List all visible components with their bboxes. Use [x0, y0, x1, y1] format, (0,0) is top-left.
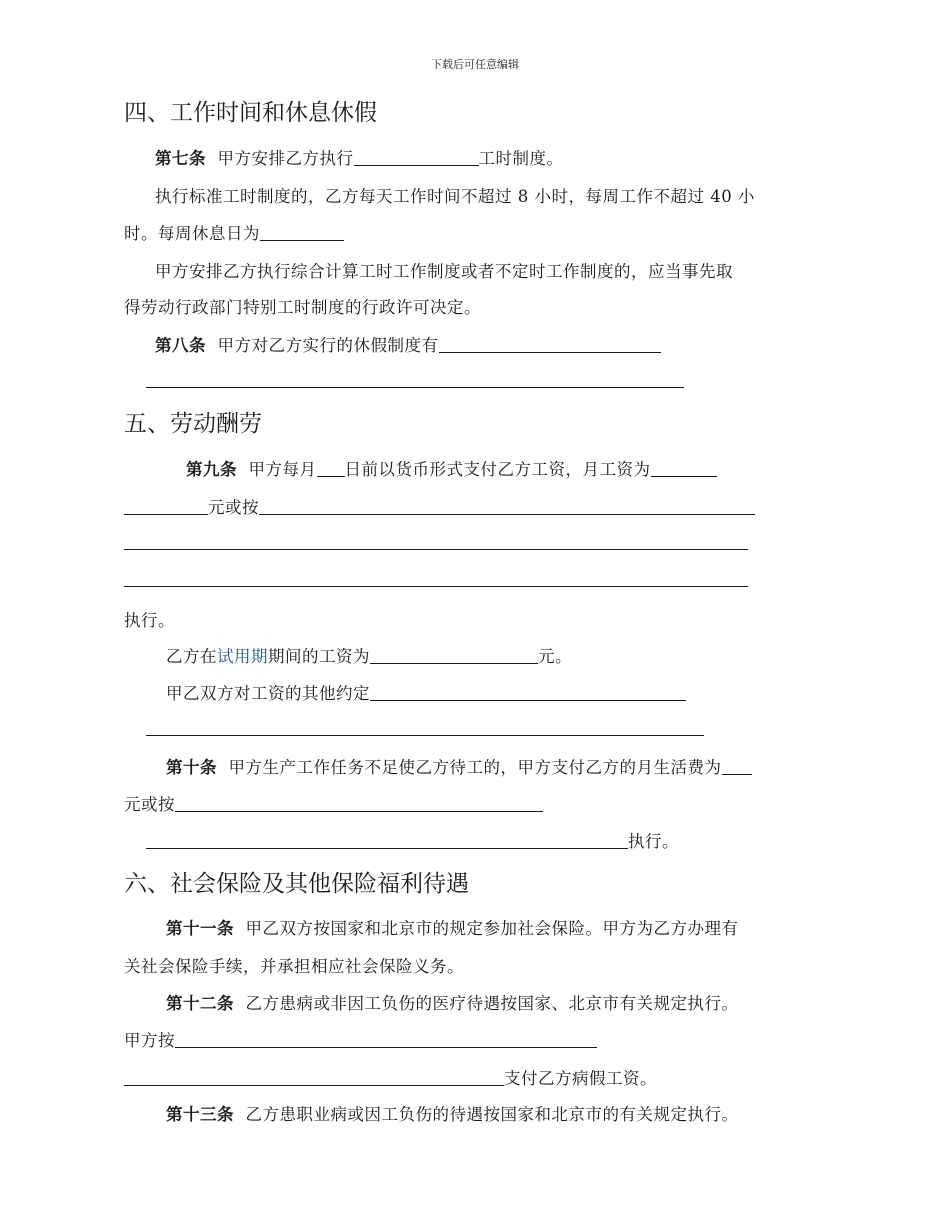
article-9-label: 第九条: [186, 460, 237, 479]
probation-salary-blank[interactable]: [370, 647, 538, 665]
article-10-label: 第十条: [166, 758, 217, 777]
probation-link[interactable]: 试用期: [217, 647, 268, 666]
salary-method-blank-line-3[interactable]: [124, 586, 748, 587]
article-10-line-3: [146, 828, 679, 852]
article-10-text: 甲方生产工作任务不足使乙方待工的，甲方支付乙方的月生活费为: [228, 758, 722, 777]
section-heading-work-hours: 四、工作时间和休息休假: [124, 100, 377, 126]
sick-pay-method-blank[interactable]: [175, 1031, 597, 1049]
probation-text-b: 期间的工资为: [268, 647, 370, 666]
article-10-text-b: 元或按: [124, 795, 175, 814]
leave-system-blank[interactable]: [439, 336, 661, 354]
article-11-line-2: 关社会保险手续，并承担相应社会保险义务。: [124, 957, 464, 976]
article-13: [166, 1101, 739, 1125]
article-12: [166, 990, 739, 1014]
rest-day-blank[interactable]: [260, 224, 344, 242]
standard-hours-line-2: [124, 220, 344, 244]
sick-pay-method-blank-2[interactable]: [124, 1069, 504, 1087]
article-9-text-b: 日前以货币形式支付乙方工资，月工资为: [344, 460, 651, 479]
other-salary-agreement: [166, 680, 686, 704]
article-11-label: 第十一条: [166, 919, 234, 938]
article-8-label: 第八条: [155, 336, 206, 355]
article-13-label: 第十三条: [166, 1105, 234, 1124]
article-9-line-2: [124, 494, 755, 518]
comprehensive-hours-line-1: 甲方安排乙方执行综合计算工时工作制度或者不定时工作制度的，应当事先取: [155, 262, 733, 281]
comprehensive-hours-line-2: 得劳动行政部门特别工时制度的行政许可决定。: [124, 298, 481, 317]
section-heading-social-insurance: 六、社会保险及其他保险福利待遇: [124, 871, 469, 897]
other-agreement-blank-line-2[interactable]: [146, 735, 704, 736]
salary-method-blank[interactable]: [259, 498, 755, 516]
article-12-label: 第十二条: [166, 994, 234, 1013]
article-7: [155, 145, 564, 169]
probation-salary: [166, 643, 572, 667]
article-12-line-3: [124, 1065, 657, 1089]
article-10-line-2: [124, 791, 543, 815]
probation-text-c: 元。: [538, 647, 572, 666]
article-7-text-a: 甲方安排乙方执行: [217, 149, 354, 168]
monthly-salary-blank-cont[interactable]: [124, 498, 208, 516]
article-9-end: 执行。: [124, 611, 175, 630]
article-9-text-c: 元或按: [208, 498, 259, 517]
work-hour-system-blank[interactable]: [354, 149, 479, 167]
article-10: [166, 754, 752, 778]
other-agreement-blank[interactable]: [370, 684, 686, 702]
article-11: [166, 915, 739, 939]
standard-hours-line-1: 执行标准工时制度的，乙方每天工作时间不超过 8 小时，每周工作不超过 40 小: [155, 187, 755, 206]
article-7-text-b: 工时制度。: [478, 149, 564, 168]
article-12-text: 甲方按: [124, 1031, 175, 1050]
probation-text-a: 乙方在: [166, 647, 217, 666]
article-13-line-1: 乙方患职业病或因工负伤的待遇按国家和北京市的有关规定执行。: [245, 1105, 739, 1124]
living-allowance-blank[interactable]: [722, 758, 752, 776]
article-8: [155, 332, 661, 356]
article-12-line-1: 乙方患病或非因工负伤的医疗待遇按国家、北京市有关规定执行。: [245, 994, 739, 1013]
article-8-text: 甲方对乙方实行的休假制度有: [217, 336, 439, 355]
rest-day-label: 时。每周休息日为: [124, 224, 260, 243]
monthly-salary-blank[interactable]: [651, 460, 717, 478]
article-7-label: 第七条: [155, 149, 206, 168]
living-allowance-method-blank[interactable]: [175, 795, 543, 813]
article-10-end: 执行。: [628, 832, 679, 851]
other-agreement-text: 甲乙双方对工资的其他约定: [166, 684, 370, 703]
salary-method-blank-line-2[interactable]: [124, 549, 748, 550]
article-12-line-2: [124, 1027, 597, 1051]
leave-system-blank-line-2[interactable]: [146, 387, 684, 388]
article-9-text-a: 甲方每月: [248, 460, 317, 479]
article-11-line-1: 甲乙双方按国家和北京市的规定参加社会保险。甲方为乙方办理有: [245, 919, 739, 938]
article-12-end: 支付乙方病假工资。: [504, 1069, 657, 1088]
pay-day-blank[interactable]: [317, 460, 345, 478]
article-9: [186, 456, 717, 480]
page-header-note: 下载后可任意编辑: [431, 58, 519, 71]
living-allowance-method-blank-2[interactable]: [146, 832, 628, 850]
section-heading-remuneration: 五、劳动酬劳: [124, 411, 262, 437]
